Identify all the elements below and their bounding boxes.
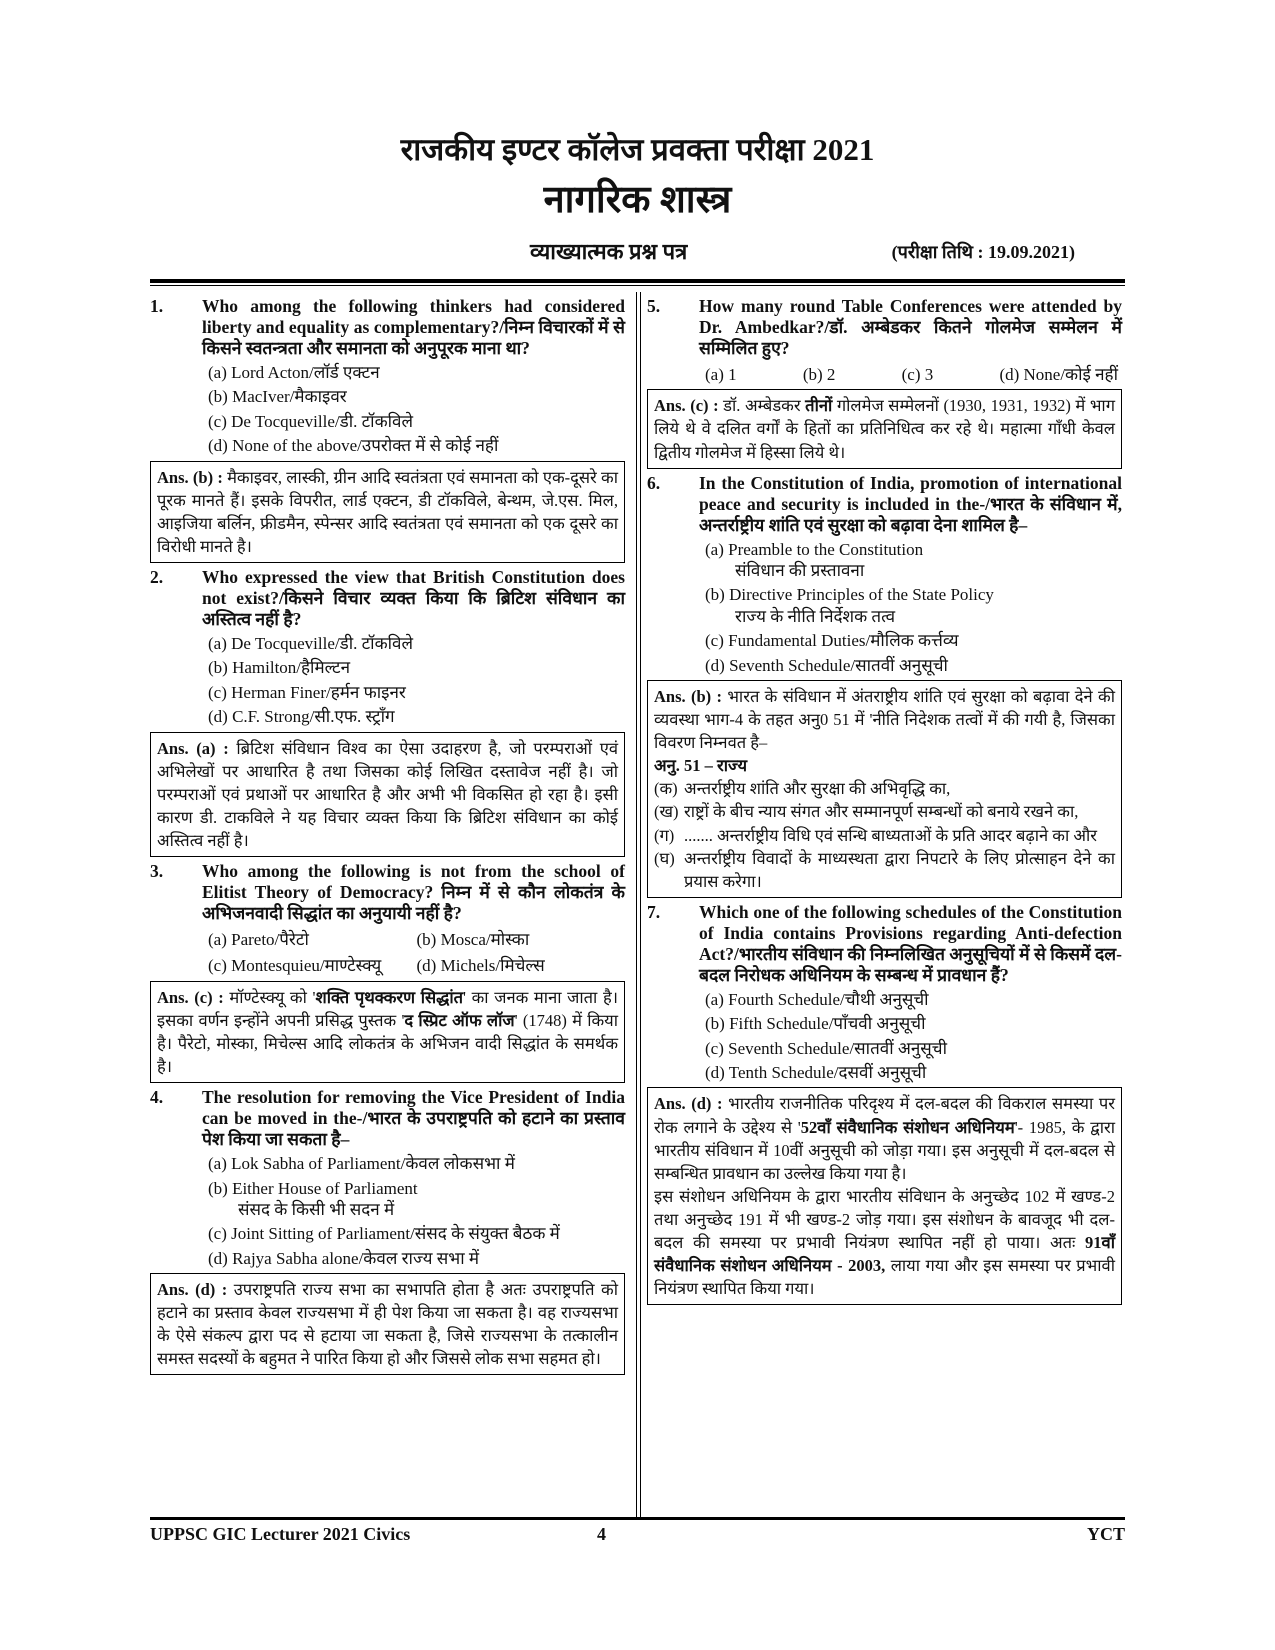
question-7 — [647, 902, 1122, 1305]
question-5 — [647, 296, 1122, 469]
footer-rule — [150, 1517, 1125, 1520]
clause-label: (ख) — [654, 802, 679, 822]
options — [150, 930, 625, 977]
option-d: (d) Michels/मिचेल्स — [416, 956, 545, 976]
column-separator — [636, 292, 641, 1517]
answer-box — [647, 389, 1122, 468]
answer-box — [150, 1273, 625, 1375]
answer-label: Ans. (c) : — [157, 987, 224, 1007]
clause-text: ....... अन्तर्राष्ट्रीय विधि एवं सन्धि बाध्यताओं के प्रति आदर बढ़ाने का और — [684, 825, 1097, 845]
question-1 — [150, 296, 625, 563]
option-c: (c) De Tocqueville/डी. टॉकविले — [208, 411, 414, 431]
options — [150, 634, 625, 728]
option-c: (c) 3 — [901, 365, 934, 384]
question-3 — [150, 861, 625, 1083]
option-c: (c) Montesquieu/माण्टेस्क्यू — [208, 956, 382, 976]
exam-date: (परीक्षा तिथि : 19.09.2021) — [891, 242, 1075, 262]
answer-text-2: ' का जनक माना जाता है। इसका वर्णन इन्होंने अपनी प्रसिद्ध पुस्तक ' — [157, 987, 618, 1030]
option-b: (b) Mosca/मोस्का — [416, 929, 530, 949]
option-d: (d) C.F. Strong/सी.एफ. स्ट्राँग — [208, 707, 395, 727]
option-b: (b) MacIver/मैकाइवर — [208, 387, 347, 407]
question-number: 6. — [647, 472, 661, 493]
publisher-mark: YCT — [1086, 1524, 1125, 1544]
clause-label: (घ) — [654, 848, 675, 868]
option-b-subtext: राज्य के नीति निर्देशक तत्व — [735, 606, 896, 626]
answer-emphasis-1: 52वाँ संवैधानिक संशोधन अधिनियम — [800, 1117, 1015, 1137]
answer-emphasis-1: शक्ति पृथक्करण सिद्धांत — [315, 987, 464, 1007]
option-b: (b) Hamilton/हैमिल्टन — [208, 658, 351, 678]
option-a — [705, 540, 1122, 582]
question-number: 5. — [647, 296, 661, 316]
answer-emphasis: तीनों — [805, 396, 833, 416]
answer-text-4: लाया गया और इस समस्या पर प्रभावी नियंत्रण स्थापित किया गया। — [654, 1256, 1115, 1299]
options — [150, 1154, 625, 1269]
option-b: (b) Fifth Schedule/पाँचवी अनुसूची — [705, 1014, 926, 1034]
option-a: (a) Pareto/पैरेटो — [208, 929, 309, 949]
option-b-subtext: संसद के किसी भी सदन में — [238, 1199, 395, 1219]
option-d: (d) Tenth Schedule/दसवीं अनुसूची — [705, 1063, 927, 1083]
question-number: 1. — [150, 296, 164, 316]
option-a: (a) De Tocqueville/डी. टॉकविले — [208, 633, 414, 653]
answer-text-3: ' (1748) में किया है। पैरेटो, मोस्का, मिचेल्स आदि लोकतंत्र के अभिजन वादी सिद्धांत के समर्थक है। — [157, 1010, 618, 1077]
option-a: (a) Fourth Schedule/चौथी अनुसूची — [705, 989, 929, 1009]
options — [150, 363, 625, 457]
right-column — [647, 294, 1122, 1309]
option-b-text: (b) Directive Principles of the State Policy — [705, 585, 994, 605]
option-b-text: (b) Either House of Parliament — [208, 1178, 418, 1198]
options — [647, 365, 1122, 385]
question-number: 4. — [150, 1087, 164, 1108]
answer-label: Ans. (a) : — [157, 738, 229, 758]
clause-ga — [654, 824, 1115, 847]
question-text: In the Constitution of India, promotion of international peace and security is included in the-/भारत के संविधान में, अन्तर्राष्ट्रीय शांति एवं सुरक्षा को बढ़ावा देना शामिल है– — [699, 472, 1122, 535]
question-6 — [647, 473, 1122, 898]
clause-text: अन्तर्राष्ट्रीय शांति और सुरक्षा की अभिवृद्धि का, — [684, 779, 951, 799]
question-number: 3. — [150, 860, 164, 881]
header-rule — [150, 279, 1125, 283]
answer-label: Ans. (d) : — [654, 1094, 723, 1114]
answer-text-1: मॉण्टेस्क्यू को ' — [223, 987, 316, 1007]
answer-label: Ans. (c) : — [654, 396, 719, 416]
option-d: (d) Seventh Schedule/सातवीं अनुसूची — [705, 655, 948, 675]
clause-gha — [654, 847, 1115, 893]
question-text: Which one of the following schedules of the Constitution of India contains Provisions regarding Anti-defection Act?/भारतीय संविधान की निम्नलिखित अनुसूचियों में से किसमें दल-बदल निरोधक अधिनियम के सम्बन्ध में प्रावधान हैं? — [699, 901, 1122, 985]
clause-kha — [654, 800, 1115, 823]
option-a: (a) 1 — [705, 365, 737, 384]
answer-text: भारत के संविधान में अंतराष्ट्रीय शांति एवं सुरक्षा को बढ़ावा देने की व्यवस्था भाग-4 के तहत अनु0 51 में 'नीति निदेशक तत्वों में की गयी है, जिसका विवरण निम्नवत है– — [654, 687, 1115, 753]
option-a: (a) Lok Sabha of Parliament/केवल लोकसभा में — [208, 1154, 515, 1174]
question-2 — [150, 567, 625, 857]
answer-text-3: इस संशोधन अधिनियम के द्वारा भारतीय संविधान के अनुच्छेद 102 में खण्ड-2 तथा अनुच्छेद 191 में भी खण्ड-2 जोड़ गया। इस संशोधन के बावजूद भी दल-बदल की समस्या पर प्रभावी नियंत्रण स्थापित नहीं हो पाया। अतः — [654, 1186, 1115, 1252]
footer-title: UPPSC GIC Lecturer 2021 Civics — [150, 1524, 411, 1544]
question-number: 7. — [647, 901, 661, 922]
clause-text: अन्तर्राष्ट्रीय विवादों के माध्यस्थता द्वारा निपटारे के लिए प्रोत्साहन देने का प्रयास करेगा। — [684, 848, 1115, 891]
question-text: Who among the following is not from the school of Elitist Theory of Democracy? निम्न में से कौन लोकतंत्र के अभिजनवादी सिद्धांत का अनुयायी नहीं है? — [202, 860, 625, 923]
option-c: (c) Fundamental Duties/मौलिक कर्त्तव्य — [705, 631, 959, 651]
question-text: How many round Table Conferences were attended by Dr. Ambedkar?/डॉ. अम्बेडकर कितने गोलमेज सम्मेलन में सम्मिलित हुए? — [699, 296, 1122, 358]
option-a-text: (a) Preamble to the Constitution — [705, 539, 924, 559]
paper-type: व्याख्यात्मक प्रश्न पत्र — [530, 239, 688, 264]
question-text: Who expressed the view that British Constitution does not exist?/किसने विचार व्यक्त किया कि ब्रिटिश संविधान का अस्तित्व नहीं है? — [202, 566, 625, 629]
clause-label: (क) — [654, 779, 678, 799]
answer-text-1: डॉ. अम्बेडकर — [718, 396, 806, 416]
answer-text-2: '- 1985, के द्वारा भारतीय संविधान में 10वीं अनुसूची को जोड़ा गया। इस अनुसूची में दल-बदल से सम्बन्धित प्रावधान का उल्लेख किया गया है। — [654, 1117, 1115, 1183]
question-number: 2. — [150, 566, 164, 587]
option-d: (d) Rajya Sabha alone/केवल राज्य सभा में — [208, 1248, 480, 1268]
option-c: (c) Herman Finer/हर्मन फाइनर — [208, 682, 406, 702]
answer-text: उपराष्ट्रपति राज्य सभा का सभापति होता है अतः उपराष्ट्रपति को हटाने का प्रस्ताव केवल राज्यसभा में ही पेश किया जा सकता है। वह राज्यसभा के ऐसे संकल्प द्वारा पद से हटाया जा सकता है, जिसे राज्यसभा के तत्कालीन समस्त सदस्यों के बहुमत ने पारित किया हो और जिससे लोक सभा सहमत हो। — [157, 1280, 618, 1369]
answer-label: Ans. (d) : — [157, 1280, 228, 1300]
answer-emphasis-2: द स्प्रिट ऑफ लॉज — [404, 1010, 515, 1030]
header-rule-thin — [150, 285, 1125, 286]
answer-box — [647, 680, 1122, 898]
answer-text-2: गोलमेज सम्मेलनों (1930, 1931, 1932) में भाग लिये थे वे दलित वर्गों के हितों का प्रतिनिधित्व कर रहे थे। महात्मा गाँधी केवल द्वितीय गोलमेज में हिस्सा लिये थे। — [654, 396, 1115, 462]
page-title: राजकीय इण्टर कॉलेज प्रवक्ता परीक्षा 2021 — [400, 132, 875, 167]
option-b: (b) 2 — [802, 365, 836, 384]
option-c: (c) Seventh Schedule/सातवीं अनुसूची — [705, 1038, 947, 1058]
left-column — [150, 294, 625, 1379]
answer-box — [150, 732, 625, 857]
option-d: (d) None/कोई नहीं — [999, 365, 1118, 384]
option-a: (a) Lord Acton/लॉर्ड एक्टन — [208, 363, 380, 382]
answer-text: ब्रिटिश संविधान विश्व का ऐसा उदाहरण है, जो परम्पराओं एवं अभिलेखों पर आधारित है तथा जिसका कोई लिखित दस्तावेज नहीं है। जो परम्पराओं एवं प्रथाओं पर आधारित है और अभी भी विकसित हो रहा है। इसी कारण डी. टाकविले ने यह विचार व्यक्त किया कि ब्रिटिश संविधान का कोई अस्तित्व नहीं है। — [157, 738, 618, 850]
question-text: The resolution for removing the Vice President of India can be moved in the-/भारत के उपराष्ट्रपति को हटाने का प्रस्ताव पेश किया जा सकता है– — [202, 1087, 625, 1150]
option-d: (d) None of the above/उपरोक्त में से कोई नहीं — [208, 436, 499, 456]
clause-label: (ग) — [654, 825, 675, 845]
option-c: (c) Joint Sitting of Parliament/संसद के संयुक्त बैठक में — [208, 1224, 560, 1244]
answer-box — [647, 1087, 1122, 1305]
answer-emphasis-2: 91वाँ संवैधानिक संशोधन अधिनियम - 2003, — [654, 1232, 1115, 1276]
option-b — [208, 1179, 625, 1221]
question-4 — [150, 1087, 625, 1375]
clause-text: राष्ट्रों के बीच न्याय संगत और सम्मानपूर्ण सम्बन्धों को बनाये रखने का, — [684, 802, 1079, 822]
clause-ka — [654, 777, 1115, 800]
article-title: अनु. 51 – राज्य — [654, 756, 748, 776]
answer-label: Ans. (b) : — [157, 467, 223, 487]
answer-text: मैकाइवर, लास्की, ग्रीन आदि स्वतंत्रता एवं समानता को एक-दूसरे का पूरक मानते हैं। इसके विपरीत, लार्ड एक्टन, डी टॉकविले, बेन्थम, जे.एस. मिल, आइजिया बर्लिन, फ्रीडमैन, स्पेन्सर आदि स्वतंत्रता एवं समानता को एक दूसरे का विरोधी मानते है। — [157, 467, 618, 556]
options — [647, 540, 1122, 676]
question-text: Who among the following thinkers had considered liberty and equality as complementary?/निम्न विचारकों में से किसने स्वतन्त्रता और समानता को अनुपूरक माना था? — [202, 296, 625, 358]
option-b — [705, 585, 1122, 627]
answer-box — [150, 981, 625, 1083]
subject-title: नागरिक शास्त्र — [543, 179, 732, 221]
answer-text-1: भारतीय राजनीतिक परिदृश्य में दल-बदल की विकराल समस्या पर रोक लगाने के उद्देश्य से ' — [654, 1094, 1115, 1137]
answer-label: Ans. (b) : — [654, 687, 722, 707]
answer-box — [150, 461, 625, 563]
options — [647, 990, 1122, 1084]
page-number: 4 — [597, 1524, 606, 1544]
option-a-subtext: संविधान की प्रस्तावना — [735, 561, 865, 581]
